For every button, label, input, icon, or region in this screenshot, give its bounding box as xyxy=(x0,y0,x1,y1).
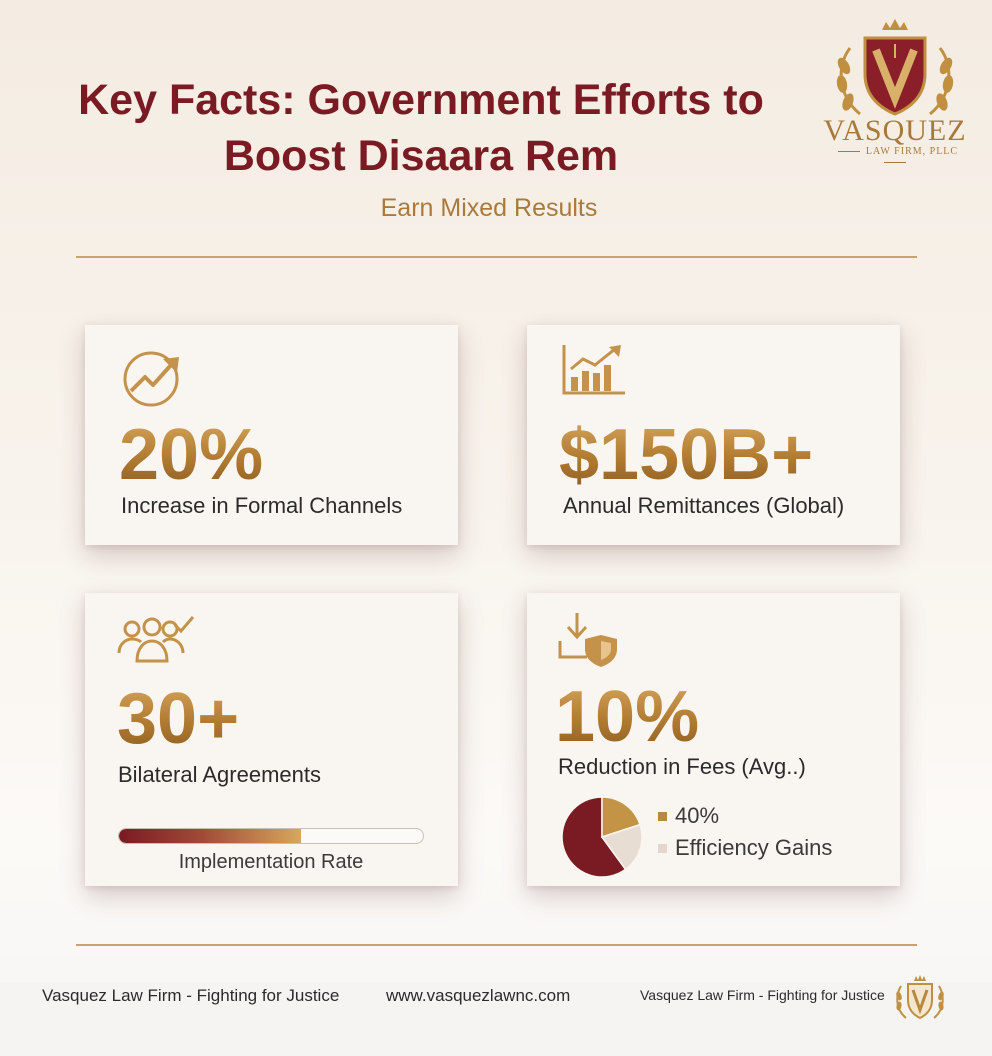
stat-label: Bilateral Agreements xyxy=(118,762,321,787)
stat-value: 30+ xyxy=(117,679,240,759)
stat-card-formal-channels xyxy=(85,325,458,545)
stat-label: Annual Remittances (Global) xyxy=(563,493,845,518)
footer-divider xyxy=(76,944,917,946)
stat-label: Increase in Formal Channels xyxy=(121,493,403,518)
stat-label: Reduction in Fees (Avg..) xyxy=(558,754,806,779)
legend-item xyxy=(658,835,832,861)
download-shield-icon xyxy=(557,611,621,667)
footer xyxy=(0,982,992,1056)
title-line-1: Key Facts: Government Efforts to xyxy=(78,76,764,124)
bar-chart-icon xyxy=(561,343,627,397)
logo-wordmark: VASQUEZ xyxy=(823,114,967,147)
stat-value: $150B+ xyxy=(559,415,814,495)
implementation-progress-bar xyxy=(118,828,424,844)
footer-tagline-right: Vasquez Law Firm - Fighting for Justice xyxy=(640,987,885,1003)
footer-crest-logo xyxy=(890,972,950,1032)
legend-label: Efficiency Gains xyxy=(675,835,833,860)
footer-website-link[interactable]: www.vasquezlawnc.com xyxy=(386,986,571,1005)
logo-tagline: LAW FIRM, PLLC xyxy=(820,146,970,168)
stat-card-annual-remittances xyxy=(527,325,900,545)
trending-up-circle-icon xyxy=(121,345,185,409)
implementation-label: Implementation Rate xyxy=(178,851,364,873)
legend-item xyxy=(658,803,719,829)
efficiency-pie-chart xyxy=(560,795,644,879)
page-subtitle: Earn Mixed Results xyxy=(380,194,598,222)
legend-swatch xyxy=(658,812,667,821)
header-divider xyxy=(76,256,917,258)
title-line-2: Boost Disaara Rem xyxy=(223,132,619,180)
page-title xyxy=(0,72,842,184)
users-check-icon xyxy=(117,615,195,663)
implementation-progress-fill xyxy=(119,829,301,843)
legend-label: 40% xyxy=(675,803,720,828)
footer-tagline: Vasquez Law Firm - Fighting for Justice xyxy=(42,986,340,1005)
stat-value: 10% xyxy=(555,677,700,757)
legend-swatch xyxy=(658,844,667,853)
stat-value: 20% xyxy=(119,415,264,495)
